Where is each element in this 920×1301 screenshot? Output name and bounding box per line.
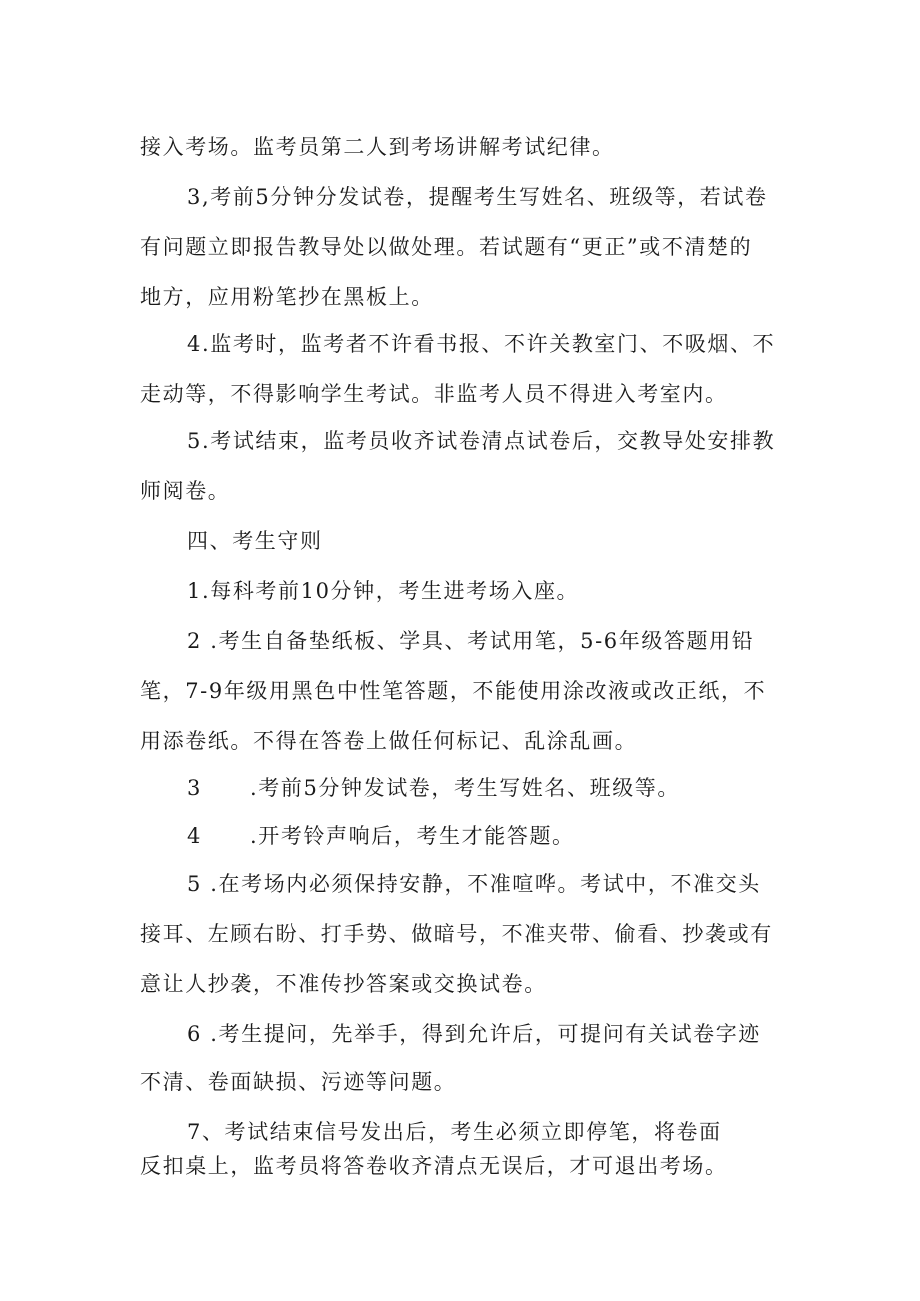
text-line: 走动等，不得影响学生考试。非监考人员不得进入考室内。 xyxy=(140,382,728,406)
rule-text: .考前5分钟发试卷，考生写姓名、班级等。 xyxy=(249,776,681,800)
text-line: 用添卷纸。不得在答卷上做任何标记、乱涂乱画。 xyxy=(140,729,638,753)
text-line: 接入考场。监考员第二人到考场讲解考试纪律。 xyxy=(140,135,615,159)
text-line: 师阅卷。 xyxy=(140,479,231,503)
text-line-item-5: 5.考试结束，监考员收齐试卷清点试卷后，交教导处安排教 xyxy=(187,429,776,453)
text-line-rule-5: 5 .在考场内必须保持安静，不准喧哗。考试中，不准交头 xyxy=(187,872,761,896)
rule-number: 4 xyxy=(187,824,202,848)
text-line: 反扣桌上，监考员将答卷收齐清点无误后，才可退出考场。 xyxy=(140,1154,728,1178)
text-line-rule-7: 7、考试结束信号发出后，考生必须立即停笔，将卷面 xyxy=(187,1120,722,1144)
text-line: 笔，7-9年级用黑色中性笔答题，不能使用涂改液或改正纸，不 xyxy=(140,679,767,703)
section-heading: 四、考生守则 xyxy=(187,529,323,553)
text-line: 意让人抄袭，不准传抄答案或交换试卷。 xyxy=(140,972,547,996)
text-line-rule-6: 6 .考生提问，先举手，得到允许后，可提问有关试卷字迹 xyxy=(187,1022,761,1046)
text-line-rule-2: 2 .考生自备垫纸板、学具、考试用笔，5-6年级答题用铅 xyxy=(187,629,755,653)
text-line-item-3: 3,考前5分钟分发试卷，提醒考生写姓名、班级等，若试卷 xyxy=(187,185,768,209)
text-line: 地方，应用粉笔抄在黑板上。 xyxy=(140,285,434,309)
text-line-item-4: 4.监考时，监考者不许看书报、不许关教室门、不吸烟、不 xyxy=(187,332,776,356)
text-line: 接耳、左顾右盼、打手势、做暗号，不准夹带、偷看、抄袭或有 xyxy=(140,922,773,946)
text-line-rule-1: 1.每科考前10分钟，考生进考场入座。 xyxy=(187,579,580,603)
text-line: 不清、卷面缺损、污迹等问题。 xyxy=(140,1070,457,1094)
text-line: 有问题立即报告教导处以做处理。若试题有“更正”或不清楚的 xyxy=(140,235,753,259)
text-line-rule-3 xyxy=(187,774,680,802)
rule-text: .开考铃声响后，考生才能答题。 xyxy=(249,824,575,848)
rule-number: 3 xyxy=(187,776,202,800)
text-line-rule-4 xyxy=(187,822,575,850)
